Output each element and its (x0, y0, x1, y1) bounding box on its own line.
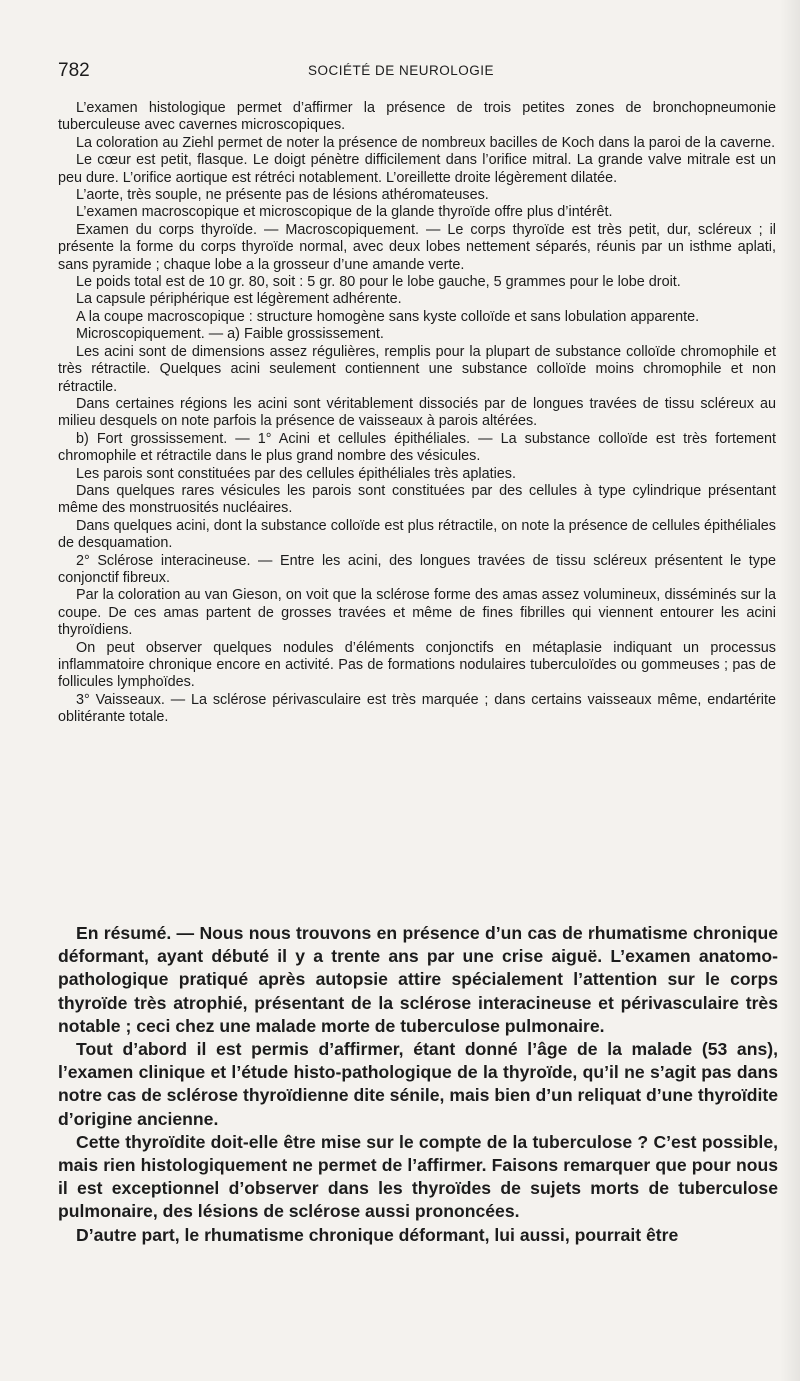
paragraph: Dans certaines régions les acini sont véritablement dissociés par de longues travées de tissu scléreux au milieu desquels on note parfois la présence de vaisseaux à parois altérées. (58, 395, 776, 430)
paragraph: Tout d’abord il est permis d’affirmer, étant donné l’âge de la malade (53 ans), l’examen clinique et l’étude histo-pathologique de la thyroïde, qu’il ne s’agit pas dans notre cas de sclérose thyroïdienne dite sénile, mais bien d’un reliquat d’une thyroïdite d’origine ancienne. (58, 1039, 778, 1129)
paragraph: La coloration au Ziehl permet de noter la présence de nombreux bacilles de Koch dans la paroi de la caverne. (76, 134, 776, 151)
paragraph: En résumé. — Nous nous trouvons en présence d’un cas de rhumatisme chronique déformant, ayant débuté il y a trente ans par une crise aiguë. L’examen anatomo-pathologique pratiqué après autopsie attire spécialement l’attention sur le corps thyroïde très atrophié, présentant de la sclérose interacineuse et périvasculaire très notable ; ceci chez une malade morte de tuberculose pulmonaire. (58, 923, 778, 1036)
paragraph: Dans quelques rares vésicules les parois sont constituées par des cellules à type cylindrique présentant même des monstruosités nucléaires. (58, 482, 776, 517)
body-text-small (58, 100, 776, 727)
paragraph: Cette thyroïdite doit-elle être mise sur le compte de la tuberculose ? C’est possible, mais rien histologiquement ne permet de l’affirmer. Faisons remarquer que pour nous il est exceptionnel d’observer dans les thyroïdes de sujets morts de tuberculose pulmonaire, des lésions de sclérose aussi prononcées. (58, 1131, 778, 1222)
page-number: 782 (58, 60, 90, 81)
paragraph: Par la coloration au van Gieson, on voit que la sclérose forme des amas assez volumineux, disséminés sur la coupe. De ces amas partent de grosses travées et même de fines fibrilles qui viennent entourer les acini thyroïdiens. (58, 587, 776, 639)
page-edge-shadow (780, 0, 800, 1381)
paragraph: Les acini sont de dimensions assez régulières, remplis pour la plupart de substance colloïde chromophile et très rétractile. Quelques acini seulement contiennent une substance colloïde moins chromophile et non rétractile. (58, 343, 776, 395)
paragraph: La capsule périphérique est légèrement adhérente. (76, 291, 402, 308)
paragraph: L’examen histologique permet d’affirmer la présence de trois petites zones de bronchopneumonie tuberculeuse avec cavernes microscopiques. (58, 100, 776, 134)
paragraph: Dans quelques acini, dont la substance colloïde est plus rétractile, on note la présence de cellules épithéliales de desquamation. (58, 517, 776, 552)
paragraph: On peut observer quelques nodules d’éléments conjonctifs en métaplasie indiquant un processus inflammatoire chronique encore en activité. Pas de formations nodulaires tuberculoïdes ou gommeuses ; pas de follicules lymphoïdes. (58, 639, 776, 691)
paragraph: 3° Vaisseaux. — La sclérose périvasculaire est très marquée ; dans certains vaisseaux même, endartérite oblitérante totale. (58, 691, 776, 726)
running-head: SOCIÉTÉ DE NEUROLOGIE (308, 63, 495, 78)
paragraph: 2° Sclérose interacineuse. — Entre les acini, des longues travées de tissu scléreux présentent le type conjonctif fibreux. (58, 552, 776, 586)
paragraph: A la coupe macroscopique : structure homogène sans kyste colloïde et sans lobulation apparente. (76, 308, 700, 325)
page-header (58, 60, 773, 84)
paragraph: Le poids total est de 10 gr. 80, soit : 5 gr. 80 pour le lobe gauche, 5 grammes pour le lobe droit. (76, 274, 681, 291)
body-text-large (58, 922, 778, 1247)
paragraph: Examen du corps thyroïde. — Macroscopiquement. — Le corps thyroïde est très petit, dur, scléreux ; il présente la forme du corps thyroïde normal, avec deux lobes nettement séparés, réunis par un isthme aplati, sans pyramide ; chaque lobe a la grosseur d’une amande verte. (58, 221, 776, 273)
paragraph: L’examen macroscopique et microscopique de la glande thyroïde offre plus d’intérêt. (76, 204, 613, 221)
paragraph: L’aorte, très souple, ne présente pas de lésions athéromateuses. (76, 187, 489, 204)
paragraph: b) Fort grossissement. — 1° Acini et cellules épithéliales. — La substance colloïde est très fortement chromophile et rétractile dans le plus grand nombre des vésicules. (58, 430, 776, 465)
paragraph: Le cœur est petit, flasque. Le doigt pénètre difficilement dans l’orifice mitral. La grande valve mitrale est un peu dure. L’orifice aortique est rétréci notablement. L’oreillette droite légèrement dilatée. (58, 152, 776, 186)
paragraph: Microscopiquement. — a) Faible grossissement. (76, 326, 384, 343)
paragraph: D’autre part, le rhumatisme chronique déformant, lui aussi, pourrait être (76, 1224, 679, 1245)
paragraph: Les parois sont constituées par des cellules épithéliales très aplaties. (76, 465, 516, 482)
